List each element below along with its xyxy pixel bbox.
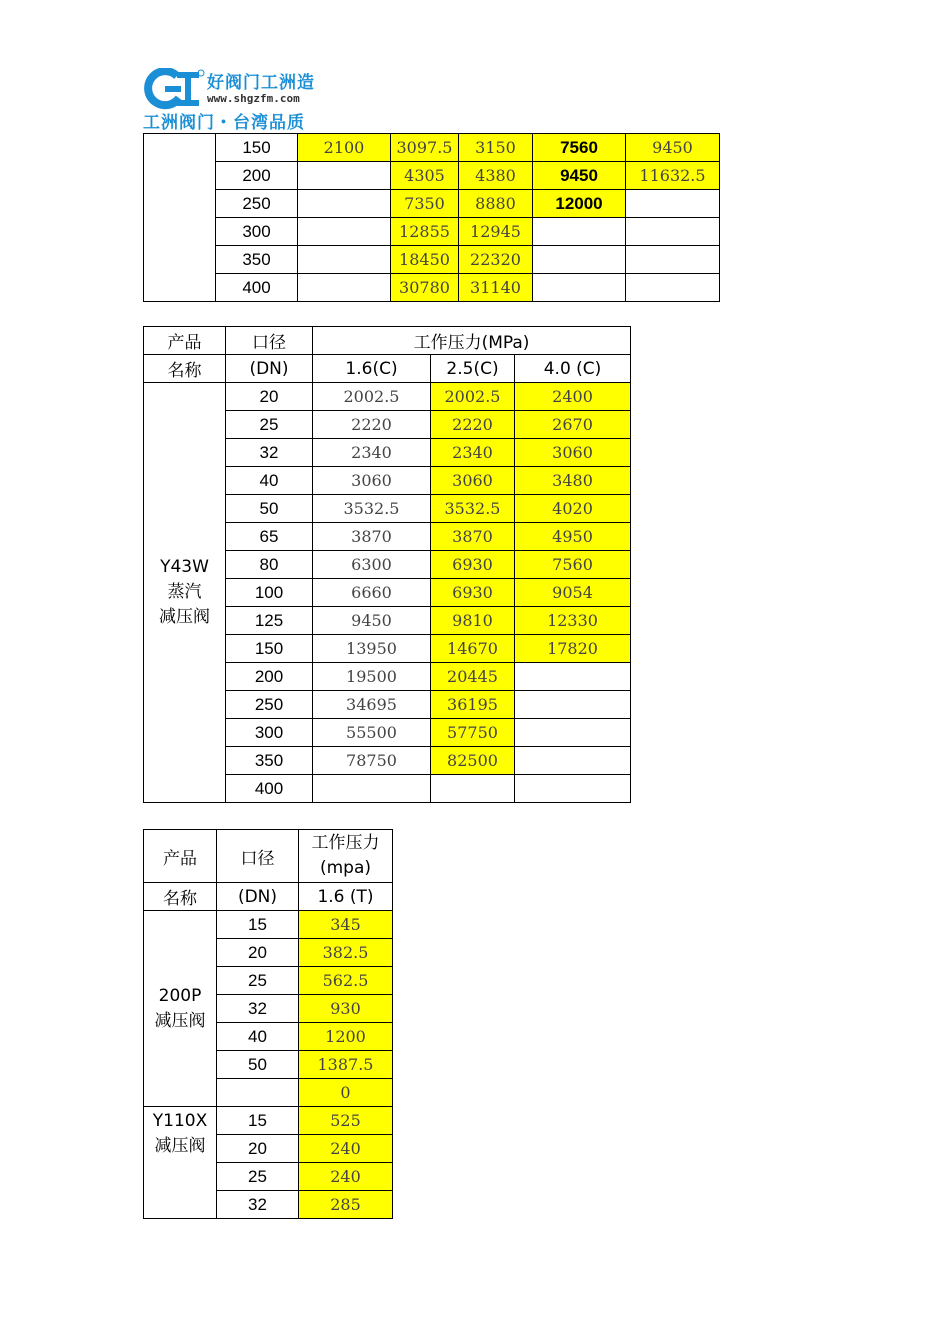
dn-cell: 20 xyxy=(226,383,313,411)
price-cell xyxy=(298,190,391,218)
price-cell: 4020 xyxy=(515,495,631,523)
price-cell: 2340 xyxy=(431,439,515,467)
price-cell xyxy=(515,663,631,691)
product-name-cell xyxy=(144,911,217,1107)
price-cell: 2670 xyxy=(515,411,631,439)
table-row xyxy=(144,134,720,162)
table-row xyxy=(144,190,720,218)
header-pressure-label: 工作压力 xyxy=(311,833,380,853)
price-cell: 20445 xyxy=(431,663,515,691)
price-cell xyxy=(626,274,720,302)
200p-y110x-price-table xyxy=(143,829,393,1219)
header-product: 产品 xyxy=(144,327,226,355)
price-cell: 1200 xyxy=(299,1023,393,1051)
price-cell: 930 xyxy=(299,995,393,1023)
price-cell: 3532.5 xyxy=(313,495,431,523)
product-model: Y43W xyxy=(160,557,209,577)
price-cell: 11632.5 xyxy=(626,162,720,190)
price-cell: 1387.5 xyxy=(299,1051,393,1079)
company-logo xyxy=(143,66,343,133)
dn-cell: 250 xyxy=(226,691,313,719)
price-cell: 30780 xyxy=(391,274,459,302)
product-type: 蒸汽 xyxy=(167,582,202,602)
dn-cell: 25 xyxy=(226,411,313,439)
logo-company-name: 好阀门工洲造 xyxy=(207,73,315,93)
header-diameter: 口径 xyxy=(226,327,313,355)
price-cell: 6930 xyxy=(431,579,515,607)
price-cell: 17820 xyxy=(515,635,631,663)
price-cell xyxy=(298,274,391,302)
price-cell: 22320 xyxy=(459,246,533,274)
price-cell: 3060 xyxy=(431,467,515,495)
price-cell: 2220 xyxy=(431,411,515,439)
price-cell: 9054 xyxy=(515,579,631,607)
price-cell: 12000 xyxy=(533,190,626,218)
header-pressure-1-6: 1.6 (T) xyxy=(299,883,393,911)
price-cell: 82500 xyxy=(431,747,515,775)
price-cell: 12945 xyxy=(459,218,533,246)
header-pressure-unit: (mpa) xyxy=(319,858,372,878)
header-product-name: 名称 xyxy=(144,355,226,383)
price-cell: 525 xyxy=(299,1107,393,1135)
price-cell: 9450 xyxy=(313,607,431,635)
price-table-continued xyxy=(143,133,720,302)
price-cell: 34695 xyxy=(313,691,431,719)
logo-url: www.shgzfm.com xyxy=(207,92,300,105)
product-name-cell xyxy=(144,383,226,803)
price-cell: 4380 xyxy=(459,162,533,190)
gz-logo-icon xyxy=(143,68,205,110)
dn-cell: 100 xyxy=(226,579,313,607)
header-dn: (DN) xyxy=(226,355,313,383)
price-cell xyxy=(533,274,626,302)
dn-cell: 200 xyxy=(216,162,298,190)
dn-cell: 300 xyxy=(226,719,313,747)
price-cell: 3150 xyxy=(459,134,533,162)
dn-cell: 50 xyxy=(217,1051,299,1079)
price-cell: 0 xyxy=(299,1079,393,1107)
table-header-row xyxy=(144,830,393,883)
table-row xyxy=(144,383,631,411)
price-cell: 3870 xyxy=(313,523,431,551)
dn-cell: 20 xyxy=(217,939,299,967)
dn-cell xyxy=(217,1079,299,1107)
header-product-name: 名称 xyxy=(144,883,217,911)
dn-cell: 25 xyxy=(217,967,299,995)
price-cell: 9450 xyxy=(626,134,720,162)
product-name-cell xyxy=(144,1107,217,1219)
header-diameter: 口径 xyxy=(217,830,299,883)
price-cell: 36195 xyxy=(431,691,515,719)
dn-cell: 32 xyxy=(217,995,299,1023)
header-pressure: 工作压力(MPa) xyxy=(313,327,631,355)
table-header-row xyxy=(144,327,631,355)
product-model: Y110X xyxy=(152,1111,208,1131)
price-cell: 19500 xyxy=(313,663,431,691)
price-cell: 2340 xyxy=(313,439,431,467)
dn-cell: 25 xyxy=(217,1163,299,1191)
dn-cell: 32 xyxy=(226,439,313,467)
price-cell: 9810 xyxy=(431,607,515,635)
dn-cell: 80 xyxy=(226,551,313,579)
price-cell: 345 xyxy=(299,911,393,939)
price-cell: 562.5 xyxy=(299,967,393,995)
price-cell xyxy=(626,246,720,274)
dn-cell: 350 xyxy=(216,246,298,274)
price-cell: 6300 xyxy=(313,551,431,579)
dn-cell: 15 xyxy=(217,911,299,939)
product-category: 减压阀 xyxy=(154,1010,206,1031)
price-cell: 2002.5 xyxy=(431,383,515,411)
price-cell: 7560 xyxy=(533,134,626,162)
price-cell xyxy=(298,218,391,246)
table-row xyxy=(144,1107,393,1135)
price-cell xyxy=(515,719,631,747)
dn-cell: 400 xyxy=(226,775,313,803)
price-cell: 31140 xyxy=(459,274,533,302)
dn-cell: 40 xyxy=(217,1023,299,1051)
price-cell: 13950 xyxy=(313,635,431,663)
logo-tagline: 工洲阀门・台湾品质 xyxy=(143,113,305,133)
header-dn: (DN) xyxy=(217,883,299,911)
price-cell: 240 xyxy=(299,1163,393,1191)
price-cell xyxy=(626,218,720,246)
table-row xyxy=(144,274,720,302)
dn-cell: 300 xyxy=(216,218,298,246)
header-pressure-2-5: 2.5(C) xyxy=(431,355,515,383)
price-cell: 3060 xyxy=(515,439,631,467)
price-cell xyxy=(533,246,626,274)
price-cell xyxy=(626,190,720,218)
dn-cell: 40 xyxy=(226,467,313,495)
price-cell: 2220 xyxy=(313,411,431,439)
price-cell: 6660 xyxy=(313,579,431,607)
price-cell: 8880 xyxy=(459,190,533,218)
price-cell xyxy=(515,691,631,719)
dn-cell: 250 xyxy=(216,190,298,218)
price-cell: 382.5 xyxy=(299,939,393,967)
dn-cell: 50 xyxy=(226,495,313,523)
price-cell: 3480 xyxy=(515,467,631,495)
price-cell xyxy=(431,775,515,803)
price-cell: 12855 xyxy=(391,218,459,246)
price-cell: 7560 xyxy=(515,551,631,579)
table-header-row xyxy=(144,355,631,383)
dn-cell: 125 xyxy=(226,607,313,635)
product-model: 200P xyxy=(158,985,202,1006)
price-cell: 3097.5 xyxy=(391,134,459,162)
header-pressure xyxy=(299,830,393,883)
price-cell: 18450 xyxy=(391,246,459,274)
price-cell xyxy=(515,747,631,775)
price-cell: 2400 xyxy=(515,383,631,411)
product-category: 减压阀 xyxy=(154,1136,206,1156)
product-name-cell xyxy=(144,134,216,302)
price-cell: 4950 xyxy=(515,523,631,551)
price-cell xyxy=(533,218,626,246)
header-pressure-4-0: 4.0 (C) xyxy=(515,355,631,383)
price-cell: 3060 xyxy=(313,467,431,495)
y43w-price-table xyxy=(143,326,631,803)
header-pressure-1-6: 1.6(C) xyxy=(313,355,431,383)
dn-cell: 65 xyxy=(226,523,313,551)
dn-cell: 20 xyxy=(217,1135,299,1163)
header-product: 产品 xyxy=(144,830,217,883)
price-cell xyxy=(313,775,431,803)
dn-cell: 200 xyxy=(226,663,313,691)
table-row xyxy=(144,162,720,190)
price-cell: 14670 xyxy=(431,635,515,663)
price-cell: 2100 xyxy=(298,134,391,162)
product-category: 减压阀 xyxy=(159,607,210,627)
dn-cell: 350 xyxy=(226,747,313,775)
price-cell xyxy=(298,246,391,274)
price-cell: 4305 xyxy=(391,162,459,190)
price-cell: 57750 xyxy=(431,719,515,747)
price-cell: 240 xyxy=(299,1135,393,1163)
dn-cell: 15 xyxy=(217,1107,299,1135)
price-cell: 7350 xyxy=(391,190,459,218)
price-cell: 3870 xyxy=(431,523,515,551)
dn-cell: 150 xyxy=(226,635,313,663)
price-cell: 6930 xyxy=(431,551,515,579)
dn-cell: 32 xyxy=(217,1191,299,1219)
price-cell: 3532.5 xyxy=(431,495,515,523)
price-cell xyxy=(298,162,391,190)
price-cell: 9450 xyxy=(533,162,626,190)
dn-cell: 150 xyxy=(216,134,298,162)
table-row xyxy=(144,218,720,246)
price-cell xyxy=(515,775,631,803)
price-cell: 285 xyxy=(299,1191,393,1219)
price-cell: 55500 xyxy=(313,719,431,747)
dn-cell: 400 xyxy=(216,274,298,302)
price-cell: 2002.5 xyxy=(313,383,431,411)
table-header-row xyxy=(144,883,393,911)
price-cell: 12330 xyxy=(515,607,631,635)
price-cell: 78750 xyxy=(313,747,431,775)
table-row xyxy=(144,246,720,274)
table-row xyxy=(144,911,393,939)
